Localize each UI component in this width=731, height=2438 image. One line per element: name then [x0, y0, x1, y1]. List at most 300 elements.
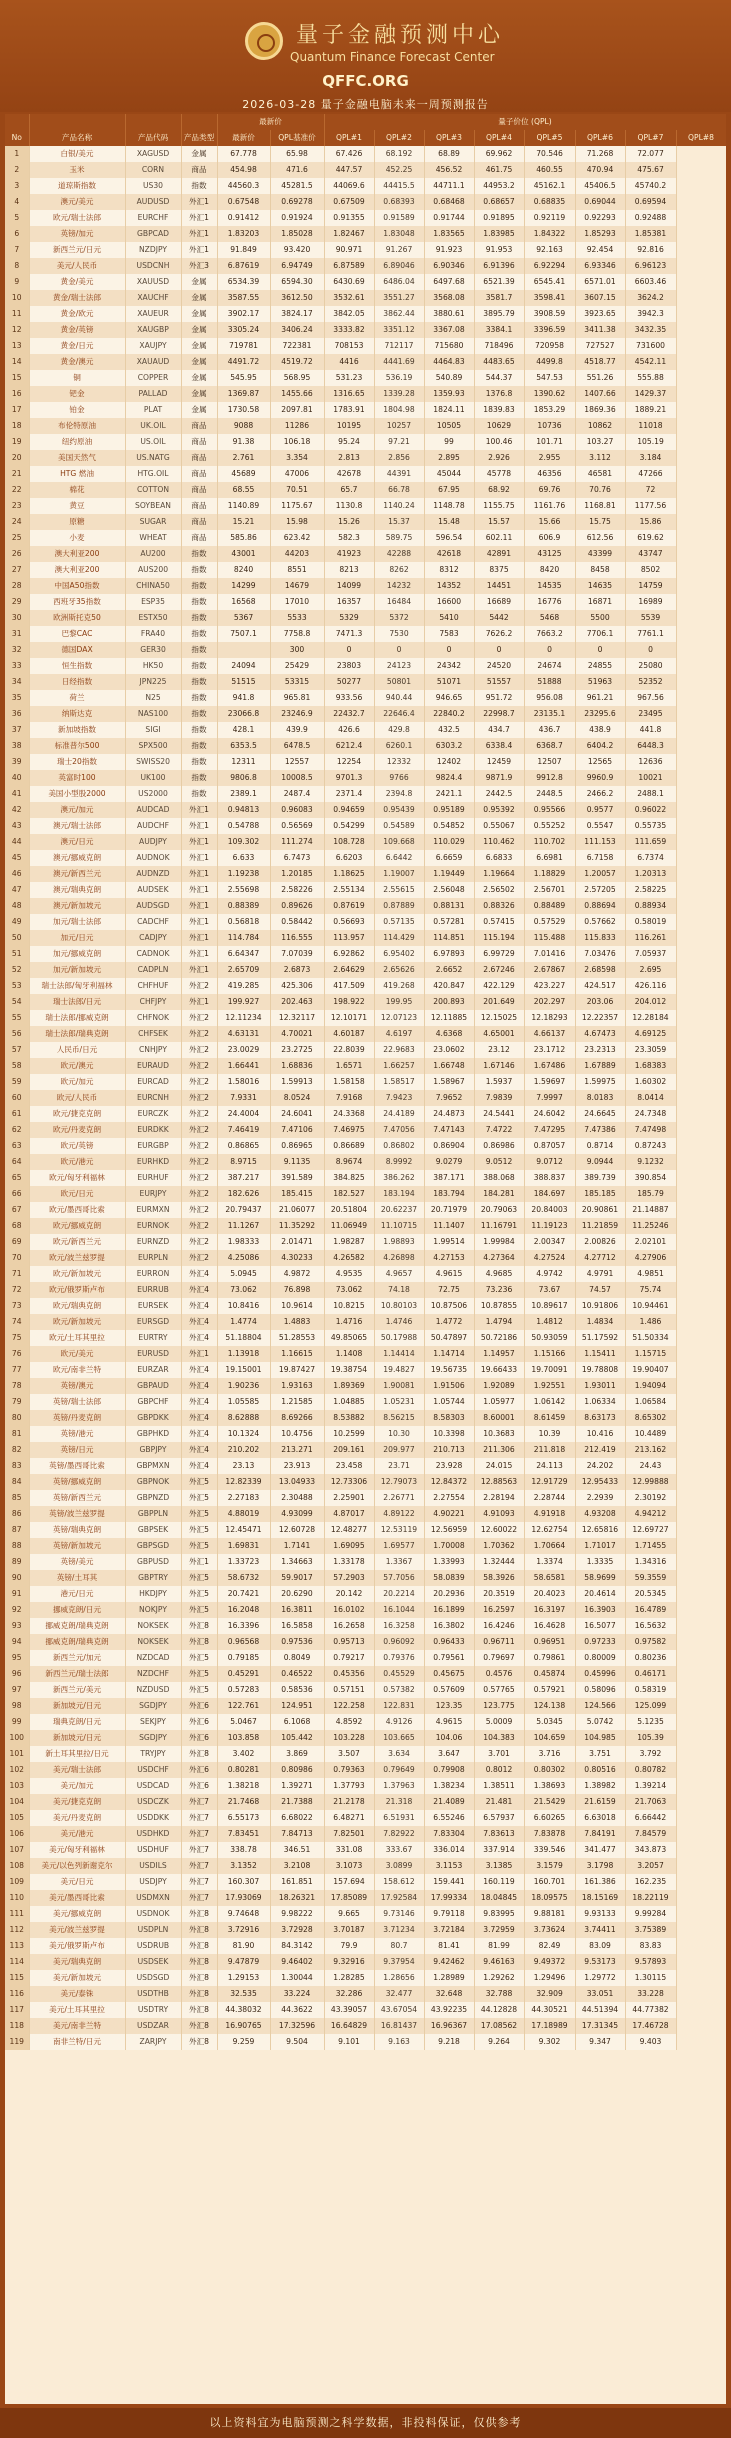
cell-no: 43	[5, 818, 29, 834]
cell-qpl6: 0.69044	[575, 194, 625, 210]
cell-qpl4: 1839.83	[474, 402, 524, 418]
cell-qpl6: 103.27	[575, 434, 625, 450]
cell-qpl5: 12.62754	[524, 1522, 575, 1538]
cell-name: 英镑/墨西哥比索	[29, 1458, 125, 1474]
cell-qpl2: 12332	[374, 754, 424, 770]
cell-qpl7: 6448.3	[625, 738, 676, 754]
cell-qpl1: 23.458	[324, 1458, 374, 1474]
cell-qpl2: 109.668	[374, 834, 424, 850]
cell-close: 0.94813	[217, 802, 270, 818]
cell-qpl1: 49.85065	[324, 1330, 374, 1346]
cell-close: 1.29153	[217, 1970, 270, 1986]
cell-qpl3: 9.79118	[424, 1906, 474, 1922]
cell-qpl1: 1.18625	[324, 866, 374, 882]
cell-close: 12.45471	[217, 1522, 270, 1538]
cell-qpl-base: 1.21585	[270, 1394, 324, 1410]
cell-qpl-base: 93.420	[270, 242, 324, 258]
cell-qpl6: 2.68598	[575, 962, 625, 978]
cell-qpl5: 2.56701	[524, 882, 575, 898]
cell-qpl5: 7.9997	[524, 1090, 575, 1106]
cell-no: 28	[5, 578, 29, 594]
cell-qpl2: 7.47056	[374, 1122, 424, 1138]
table-row	[5, 1970, 726, 1986]
cell-qpl1: 108.728	[324, 834, 374, 850]
cell-qpl6: 83.09	[575, 1938, 625, 1954]
table-row	[5, 1874, 726, 1890]
cell-qpl3: 12402	[424, 754, 474, 770]
cell-symbol: AUDNOK	[125, 850, 181, 866]
cell-qpl4: 3895.79	[474, 306, 524, 322]
cell-qpl1: 3532.61	[324, 290, 374, 306]
cell-symbol: AUDJPY	[125, 834, 181, 850]
cell-qpl4: 12459	[474, 754, 524, 770]
cell-qpl-base: 1.16615	[270, 1346, 324, 1362]
cell-no: 14	[5, 354, 29, 370]
cell-qpl5: 9.88181	[524, 1906, 575, 1922]
cell-qpl6: 24.202	[575, 1458, 625, 1474]
cell-qpl5: 4.91918	[524, 1506, 575, 1522]
cell-qpl1: 7.82501	[324, 1826, 374, 1842]
cell-qpl3: 387.171	[424, 1170, 474, 1186]
cell-qpl1: 1.69095	[324, 1538, 374, 1554]
cell-qpl6: 9.347	[575, 2034, 625, 2050]
cell-no: 96	[5, 1666, 29, 1682]
cell-qpl5: 0.57529	[524, 914, 575, 930]
cell-qpl3: 3.647	[424, 1746, 474, 1762]
table-row	[5, 946, 726, 962]
cell-qpl-base: 1.59913	[270, 1074, 324, 1090]
cell-close: 8.9715	[217, 1154, 270, 1170]
col-header-no: No	[5, 130, 29, 146]
cell-close: 199.927	[217, 994, 270, 1010]
cell-qpl3: 9.42462	[424, 1954, 474, 1970]
cell-symbol: HK50	[125, 658, 181, 674]
cell-qpl5: 124.138	[524, 1698, 575, 1714]
cell-qpl2: 22646.4	[374, 706, 424, 722]
table-row	[5, 1650, 726, 1666]
cell-name: 黄金/美元	[29, 274, 125, 290]
cell-qpl1: 384.825	[324, 1170, 374, 1186]
cell-qpl4: 4.9685	[474, 1266, 524, 1282]
cell-qpl-base: 6.1068	[270, 1714, 324, 1730]
cell-type: 外汇5	[181, 1490, 217, 1506]
cell-qpl5: 1.3374	[524, 1554, 575, 1570]
cell-qpl5: 0.80302	[524, 1762, 575, 1778]
cell-qpl1: 6430.69	[324, 274, 374, 290]
cell-qpl7: 9.57893	[625, 1954, 676, 1970]
cell-qpl1: 1.98287	[324, 1234, 374, 1250]
cell-type: 金属	[181, 290, 217, 306]
cell-no: 16	[5, 386, 29, 402]
cell-qpl5: 5468	[524, 610, 575, 626]
cell-symbol: GBPSEK	[125, 1522, 181, 1538]
cell-close: 1.66441	[217, 1058, 270, 1074]
cell-close: 45689	[217, 466, 270, 482]
cell-qpl7: 7761.1	[625, 626, 676, 642]
cell-close: 210.202	[217, 1442, 270, 1458]
cell-type: 外汇2	[181, 978, 217, 994]
cell-name: 澳元/瑞典克朗	[29, 882, 125, 898]
cell-qpl2: 1.3367	[374, 1554, 424, 1570]
cell-name: 澳元/挪威克朗	[29, 850, 125, 866]
table-row	[5, 290, 726, 306]
cell-qpl1: 0.45356	[324, 1666, 374, 1682]
cell-no: 83	[5, 1458, 29, 1474]
cell-qpl2: 11.10715	[374, 1218, 424, 1234]
cell-symbol: SEKJPY	[125, 1714, 181, 1730]
cell-no: 2	[5, 162, 29, 178]
cell-no: 36	[5, 706, 29, 722]
cell-qpl3: 6497.68	[424, 274, 474, 290]
cell-qpl4: 91.953	[474, 242, 524, 258]
cell-qpl6: 161.386	[575, 1874, 625, 1890]
cell-qpl7: 3432.35	[625, 322, 676, 338]
cell-name: 纳斯达克	[29, 706, 125, 722]
cell-no: 59	[5, 1074, 29, 1090]
cell-qpl5: 3.716	[524, 1746, 575, 1762]
cell-qpl4: 0.96711	[474, 1634, 524, 1650]
cell-qpl1: 1.37793	[324, 1778, 374, 1794]
cell-qpl4: 1.67146	[474, 1058, 524, 1074]
cell-no: 32	[5, 642, 29, 658]
cell-qpl2: 22.9683	[374, 1042, 424, 1058]
cell-qpl6: 104.985	[575, 1730, 625, 1746]
cell-qpl-base: 202.463	[270, 994, 324, 1010]
cell-qpl7: 14759	[625, 578, 676, 594]
cell-qpl1: 6.6203	[324, 850, 374, 866]
cell-qpl3: 7.83304	[424, 1826, 474, 1842]
cell-qpl-base: 0.58442	[270, 914, 324, 930]
cell-qpl2: 21.318	[374, 1794, 424, 1810]
cell-no: 68	[5, 1218, 29, 1234]
cell-symbol: CADCHF	[125, 914, 181, 930]
cell-qpl3: 0.57609	[424, 1682, 474, 1698]
cell-no: 40	[5, 770, 29, 786]
cell-qpl5: 1.84322	[524, 226, 575, 242]
cell-qpl5: 32.909	[524, 1986, 575, 2002]
cell-qpl7: 4542.11	[625, 354, 676, 370]
cell-qpl7: 18.22119	[625, 1890, 676, 1906]
cell-qpl5: 547.53	[524, 370, 575, 386]
cell-qpl4: 44.12828	[474, 2002, 524, 2018]
cell-no: 64	[5, 1154, 29, 1170]
cell-name: 欧元/墨西哥比索	[29, 1202, 125, 1218]
cell-close: 0.54788	[217, 818, 270, 834]
cell-symbol: EURPLN	[125, 1250, 181, 1266]
cell-qpl3: 4.9615	[424, 1714, 474, 1730]
cell-symbol: XAUAUD	[125, 354, 181, 370]
cell-qpl6: 0.97233	[575, 1634, 625, 1650]
cell-close: 1.05585	[217, 1394, 270, 1410]
cell-no: 42	[5, 802, 29, 818]
cell-qpl-base: 15.98	[270, 514, 324, 530]
cell-qpl3: 16.1899	[424, 1602, 474, 1618]
table-row	[5, 1842, 726, 1858]
cell-symbol: NAS100	[125, 706, 181, 722]
cell-qpl-base: 0.89626	[270, 898, 324, 914]
cell-type: 外汇1	[181, 1346, 217, 1362]
cell-no: 71	[5, 1266, 29, 1282]
cell-name: 澳元/加元	[29, 802, 125, 818]
table-row	[5, 1410, 726, 1426]
cell-name: 挪威克朗/日元	[29, 1602, 125, 1618]
cell-qpl1: 10.2599	[324, 1426, 374, 1442]
cell-qpl6: 1869.36	[575, 402, 625, 418]
cell-name: 澳元/瑞士法郎	[29, 818, 125, 834]
cell-name: 澳大利亚200	[29, 562, 125, 578]
cell-qpl4: 8.60001	[474, 1410, 524, 1426]
cell-qpl7: 475.67	[625, 162, 676, 178]
cell-qpl1: 1.89369	[324, 1378, 374, 1394]
cell-symbol: CHINA50	[125, 578, 181, 594]
cell-type: 外汇4	[181, 1410, 217, 1426]
cell-symbol: USDSEK	[125, 1954, 181, 1970]
cell-type: 指数	[181, 578, 217, 594]
cell-no: 34	[5, 674, 29, 690]
cell-qpl7: 1.60302	[625, 1074, 676, 1090]
cell-qpl5: 12.18293	[524, 1010, 575, 1026]
cell-name: 欧元/新加坡元	[29, 1266, 125, 1282]
cell-qpl7: 0.96022	[625, 802, 676, 818]
cell-qpl6: 21.6159	[575, 1794, 625, 1810]
cell-name: 钯金	[29, 386, 125, 402]
cell-qpl2: 4.26898	[374, 1250, 424, 1266]
cell-qpl6: 470.94	[575, 162, 625, 178]
cell-symbol: JPN225	[125, 674, 181, 690]
cell-qpl1: 43.39057	[324, 2002, 374, 2018]
cell-qpl4: 22998.7	[474, 706, 524, 722]
cell-qpl4: 0.88326	[474, 898, 524, 914]
cell-qpl1: 0.79363	[324, 1762, 374, 1778]
cell-qpl4: 0.8012	[474, 1762, 524, 1778]
cell-qpl2: 2.856	[374, 450, 424, 466]
cell-qpl6: 16.3903	[575, 1602, 625, 1618]
cell-qpl7: 45740.2	[625, 178, 676, 194]
cell-qpl2: 3862.44	[374, 306, 424, 322]
cell-type: 金属	[181, 146, 217, 162]
cell-qpl6: 4518.77	[575, 354, 625, 370]
cell-qpl5: 46356	[524, 466, 575, 482]
cell-name: 英镑/挪威克朗	[29, 1474, 125, 1490]
cell-no: 48	[5, 898, 29, 914]
cell-qpl-base: 391.589	[270, 1170, 324, 1186]
cell-qpl6: 1.20057	[575, 866, 625, 882]
cell-qpl-base: 623.42	[270, 530, 324, 546]
cell-no: 88	[5, 1538, 29, 1554]
cell-qpl5: 16776	[524, 594, 575, 610]
cell-qpl7: 0.88934	[625, 898, 676, 914]
cell-qpl5: 2.00347	[524, 1234, 575, 1250]
cell-qpl4: 3581.7	[474, 290, 524, 306]
cell-close: 9.47879	[217, 1954, 270, 1970]
table-row	[5, 1090, 726, 1106]
cell-type: 商品	[181, 162, 217, 178]
cell-qpl-base: 4.30233	[270, 1250, 324, 1266]
cell-close: 719781	[217, 338, 270, 354]
cell-name: 美国小型股2000	[29, 786, 125, 802]
cell-qpl4: 10.87855	[474, 1298, 524, 1314]
cell-qpl1: 16.0102	[324, 1602, 374, 1618]
table-row	[5, 626, 726, 642]
cell-qpl1: 3.1073	[324, 1858, 374, 1874]
cell-symbol: EURUSD	[125, 1346, 181, 1362]
cell-qpl4: 0.79697	[474, 1650, 524, 1666]
cell-symbol: SGDJPY	[125, 1730, 181, 1746]
cell-name: 美元/泰铢	[29, 1986, 125, 2002]
cell-qpl3: 946.65	[424, 690, 474, 706]
cell-qpl5: 3.73624	[524, 1922, 575, 1938]
cell-type: 外汇1	[181, 802, 217, 818]
cell-type: 商品	[181, 450, 217, 466]
cell-name: 英镑/瑞士法郎	[29, 1394, 125, 1410]
cell-type: 指数	[181, 594, 217, 610]
cell-qpl4: 9.264	[474, 2034, 524, 2050]
cell-no: 38	[5, 738, 29, 754]
cell-qpl6: 71.268	[575, 146, 625, 162]
cell-close: 7.9331	[217, 1090, 270, 1106]
cell-qpl2: 158.612	[374, 1874, 424, 1890]
table-row	[5, 578, 726, 594]
cell-qpl4: 3.72959	[474, 1922, 524, 1938]
col-header-qpl1: QPL#1	[324, 130, 374, 146]
cell-qpl6: 8.63173	[575, 1410, 625, 1426]
site-url[interactable]: QFFC.ORG	[322, 72, 409, 90]
cell-qpl-base: 44.3622	[270, 2002, 324, 2018]
cell-qpl7: 967.56	[625, 690, 676, 706]
cell-qpl-base: 471.6	[270, 162, 324, 178]
cell-qpl5: 16.3197	[524, 1602, 575, 1618]
cell-qpl5: 0.96951	[524, 1634, 575, 1650]
cell-qpl4: 11.16791	[474, 1218, 524, 1234]
cell-qpl-base: 0.91924	[270, 210, 324, 226]
cell-close: 1140.89	[217, 498, 270, 514]
cell-qpl-base: 124.951	[270, 1698, 324, 1714]
cell-qpl3: 22840.2	[424, 706, 474, 722]
cell-qpl5: 20.84003	[524, 1202, 575, 1218]
table-row	[5, 882, 726, 898]
cell-qpl5: 6368.7	[524, 738, 575, 754]
cell-qpl5: 45162.1	[524, 178, 575, 194]
cell-qpl3: 540.89	[424, 370, 474, 386]
cell-qpl5: 115.488	[524, 930, 575, 946]
table-row	[5, 514, 726, 530]
cell-qpl6: 11.21859	[575, 1218, 625, 1234]
cell-qpl5: 0.57921	[524, 1682, 575, 1698]
cell-symbol: EURSGD	[125, 1314, 181, 1330]
cell-name: 英镑/美元	[29, 1554, 125, 1570]
cell-qpl5: 19.70091	[524, 1362, 575, 1378]
cell-type: 外汇8	[181, 1922, 217, 1938]
cell-qpl6: 0.80009	[575, 1650, 625, 1666]
cell-name: 美元/港元	[29, 1826, 125, 1842]
cell-qpl6: 727527	[575, 338, 625, 354]
cell-qpl4: 7.83613	[474, 1826, 524, 1842]
cell-close: 2.55698	[217, 882, 270, 898]
cell-qpl-base: 2487.4	[270, 786, 324, 802]
cell-symbol: XAUGBP	[125, 322, 181, 338]
cell-symbol: GBPMXN	[125, 1458, 181, 1474]
cell-type: 外汇5	[181, 1570, 217, 1586]
cell-qpl-base: 0.80986	[270, 1762, 324, 1778]
cell-qpl5: 423.227	[524, 978, 575, 994]
table-row	[5, 1442, 726, 1458]
cell-qpl2: 1.37963	[374, 1778, 424, 1794]
cell-qpl1: 20.51804	[324, 1202, 374, 1218]
cell-qpl6: 0.80516	[575, 1762, 625, 1778]
cell-qpl2: 42288	[374, 546, 424, 562]
cell-symbol: EURMXN	[125, 1202, 181, 1218]
cell-name: 欧元/新加坡元	[29, 1314, 125, 1330]
cell-type: 外汇4	[181, 1330, 217, 1346]
cell-symbol: HKDJPY	[125, 1586, 181, 1602]
cell-symbol: CADNOK	[125, 946, 181, 962]
cell-qpl2: 1.69577	[374, 1538, 424, 1554]
cell-no: 111	[5, 1906, 29, 1922]
forecast-table	[5, 114, 726, 2050]
cell-qpl-base: 7758.8	[270, 626, 324, 642]
cell-symbol: GBPNZD	[125, 1490, 181, 1506]
cell-symbol: US.OIL	[125, 434, 181, 450]
cell-symbol: AUDSGD	[125, 898, 181, 914]
cell-name: 日经指数	[29, 674, 125, 690]
table-row	[5, 690, 726, 706]
cell-qpl3: 1.05744	[424, 1394, 474, 1410]
cell-qpl2: 386.262	[374, 1170, 424, 1186]
cell-close: 91.849	[217, 242, 270, 258]
cell-type: 外汇7	[181, 1874, 217, 1890]
cell-qpl4: 16689	[474, 594, 524, 610]
cell-qpl6: 0.92293	[575, 210, 625, 226]
cell-name: 黄金/澳元	[29, 354, 125, 370]
cell-qpl2: 91.267	[374, 242, 424, 258]
cell-name: 澳元/美元	[29, 194, 125, 210]
cell-no: 104	[5, 1794, 29, 1810]
cell-no: 30	[5, 610, 29, 626]
cell-qpl5: 0.55252	[524, 818, 575, 834]
cell-name: 南非兰特/日元	[29, 2034, 125, 2050]
cell-qpl2: 3.71234	[374, 1922, 424, 1938]
cell-name: 欧元/土耳其里拉	[29, 1330, 125, 1346]
cell-qpl5: 2.28744	[524, 1490, 575, 1506]
cell-symbol: USDNOK	[125, 1906, 181, 1922]
col-header-type: 产品类型	[181, 130, 217, 146]
cell-symbol: AUS200	[125, 562, 181, 578]
cell-no: 89	[5, 1554, 29, 1570]
cell-qpl-base: 568.95	[270, 370, 324, 386]
cell-qpl-base: 2.30488	[270, 1490, 324, 1506]
cell-qpl4: 4.91093	[474, 1506, 524, 1522]
cell-qpl3: 3.1153	[424, 1858, 474, 1874]
cell-close: 387.217	[217, 1170, 270, 1186]
cell-qpl4: 0	[474, 642, 524, 658]
cell-qpl4: 0.95392	[474, 802, 524, 818]
col-header-qpl-base: QPL基准价	[270, 130, 324, 146]
cell-close: 9806.8	[217, 770, 270, 786]
cell-qpl7: 12636	[625, 754, 676, 770]
cell-no: 25	[5, 530, 29, 546]
cell-no: 19	[5, 434, 29, 450]
cell-symbol: SWISS20	[125, 754, 181, 770]
cell-qpl7: 6.66442	[625, 1810, 676, 1826]
cell-qpl-base: 4.9872	[270, 1266, 324, 1282]
cell-qpl6: 8.0183	[575, 1090, 625, 1106]
cell-qpl-base: 6.94749	[270, 258, 324, 274]
cell-name: 道琼斯指数	[29, 178, 125, 194]
cell-qpl7: 0.69594	[625, 194, 676, 210]
cell-qpl-base: 6.7473	[270, 850, 324, 866]
cell-qpl4: 81.99	[474, 1938, 524, 1954]
cell-close: 81.90	[217, 1938, 270, 1954]
